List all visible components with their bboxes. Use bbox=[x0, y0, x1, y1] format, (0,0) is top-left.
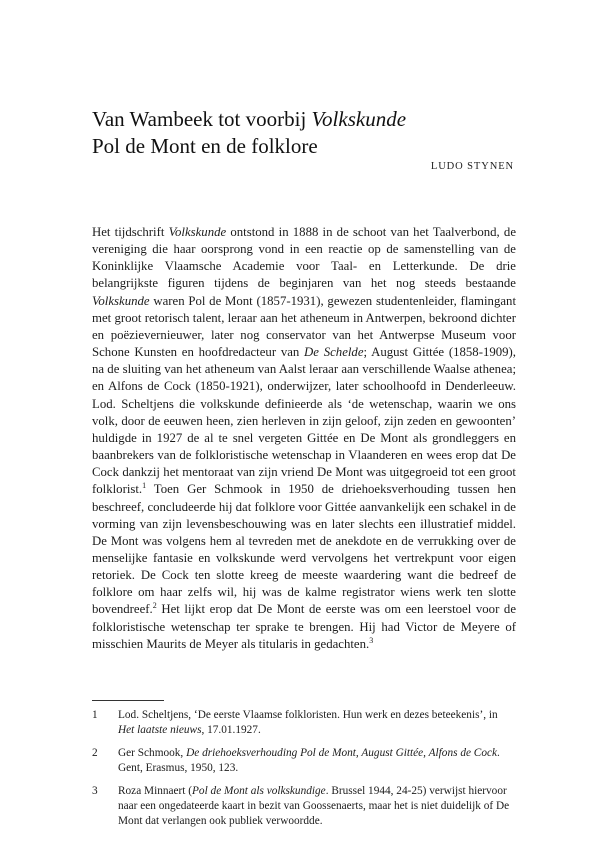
title-italic-volkskunde: Volkskunde bbox=[311, 107, 407, 131]
footnote-item bbox=[92, 746, 516, 776]
footnote-text: Roza Minnaert (Pol de Mont als volkskundige. Brussel 1944, 24-25) verwijst hiervoor naar een ongedateerde kaart in bezit van Goossenaerts, maar het is niet duidelijk of De Mont dat verlangen ook publiek verwoordde. bbox=[118, 785, 510, 827]
author-name: LUDO STYNEN bbox=[430, 161, 514, 172]
footnote-ref-3[interactable]: 3 bbox=[369, 635, 374, 645]
title-line-1: Van Wambeek tot voorbij Volkskunde bbox=[92, 107, 407, 131]
footnote-number: 1 bbox=[92, 709, 98, 721]
body-paragraph: Het tijdschrift Volkskunde ontstond in 1888 in de schoot van het Taalverbond, de vereniging die haar oorsprong vond in een reactie op de samenstelling van de Koninklijke Vlaamsche Academie voor Taal- en Letterkunde. De drie belangrijkste figuren tijdens de beginjaren van het nog steeds bestaande Volkskunde waren Pol de Mont (1857-1931), gewezen studentenleider, flamingant met groot retorisch talent, leraar aan het atheneum in Antwerpen, bekroond dichter en poëzievernieuwer, later nog conservator van het Antwerpse Museum voor Schone Kunsten en hoofdredacteur van De Schelde; August Gittée (1858-1909), na de sluiting van het atheneum van Aalst leraar aan verschillende Waalse athenea; en Alfons de Cock (1850-1921), onderwijzer, later schoolhoofd in Denderleeuw. Lod. Scheltjens die volkskunde definieerde als ‘de wetenschap, waarin we ons volk, door de eeuwen heen, zien herleven in zijn geloof, zijn zeden en gewoonten’ huldigde in 1927 de al te snel vergeten Gittée en De Mont als grondleggers en baanbrekers van de folkloristische wetenschap in Vlaanderen en wees erop dat De Cock dankzij het mentoraat van zijn vriend De Mont was uitgegroeid tot een groot folklorist.$^1$ Toen Ger Schmook in 1950 de driehoeksverhouding tussen hen beschreef, concludeerde hij dat folklore voor Gittée aanvankelijk een schakel in de vorming van zijn levensbeschouwing was en later slechts een illustratief middel. De Mont was volgens hem al tevreden met de anekdote en de verrukking over de menselijke fantasie en volkskunde werd vervolgens het vertrekpunt voor eigen retoriek. De Cock ten slotte kreeg de meeste waardering want die bedreef de folklore om haar zelfs wil, hij was de kalme registrator wiens werk ten slotte bovendreef.$^2$ Het lijkt erop dat De Mont de eerste was om een leerstoel voor de folkloristische wetenschap ter sprake te brengen. Hij had Victor de Meyere of misschien Maurits de Meyer als titularis in gedachten.$^3$ bbox=[92, 225, 517, 651]
article-title bbox=[92, 106, 522, 160]
footnote-divider bbox=[92, 700, 164, 701]
footnote-ref-1[interactable]: 1 bbox=[142, 481, 147, 491]
title-line-2: Pol de Mont en de folklore bbox=[92, 134, 318, 158]
footnote-ref-2[interactable]: 2 bbox=[152, 601, 157, 611]
footnote-text: Lod. Scheltjens, ‘De eerste Vlaamse folkloristen. Hun werk en dezes beteekenis’, in Het laatste nieuws, 17.01.1927. bbox=[118, 709, 498, 736]
footnote-number: 3 bbox=[92, 785, 98, 797]
footnotes bbox=[92, 708, 516, 837]
footnote-item bbox=[92, 708, 516, 738]
footnote-item bbox=[92, 784, 516, 829]
footnote-text: Ger Schmook, De driehoeksverhouding Pol de Mont, August Gittée, Alfons de Cock. Gent, Erasmus, 1950, 123. bbox=[118, 747, 500, 774]
footnote-number: 2 bbox=[92, 747, 98, 759]
